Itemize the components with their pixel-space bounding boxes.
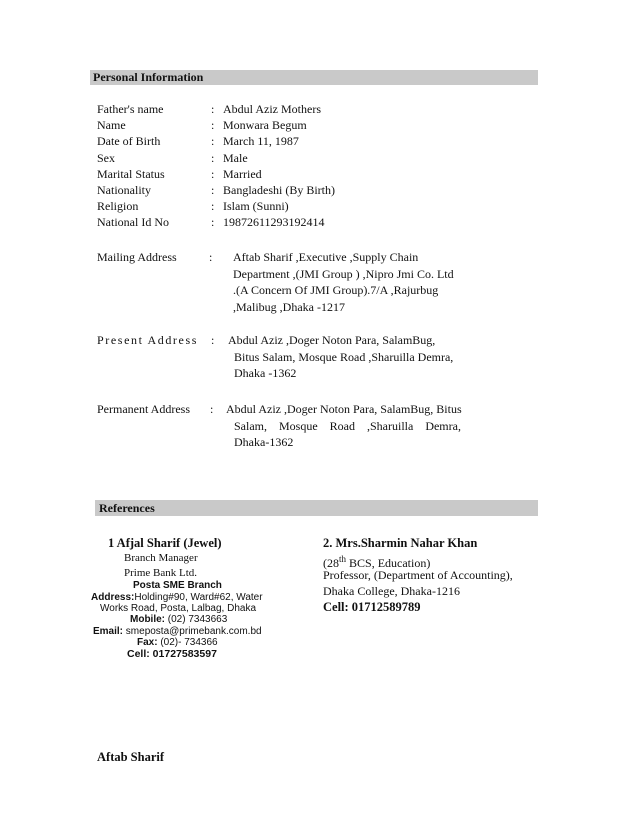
personal-row-label: Father's name xyxy=(97,102,164,116)
ref2-line2: Professor, (Department of Accounting), xyxy=(323,568,513,582)
ref2-line1-post: BCS, Education) xyxy=(346,556,431,570)
ref1-fax-value: (02)- 734366 xyxy=(160,637,218,648)
ref1-fax xyxy=(137,637,218,649)
personal-info-heading: Personal Information xyxy=(90,70,538,85)
personal-row-colon: : xyxy=(211,118,215,133)
present-line: Bitus Salam, Mosque Road ,Sharuilla Demra, xyxy=(234,349,454,364)
ref1-email-value: smeposta@primebank.com.bd xyxy=(125,626,262,637)
mailing-line: Aftab Sharif ,Executive ,Supply Chain xyxy=(233,250,419,264)
references-heading: References xyxy=(95,500,538,516)
mailing-address-value xyxy=(233,249,483,315)
permanent-line: Abdul Aziz ,Doger Noton Para, SalamBug, Bitus xyxy=(226,402,462,416)
ref2-name: 2. Mrs.Sharmin Nahar Khan xyxy=(323,536,478,550)
mailing-line: Department ,(JMI Group ) ,Nipro Jmi Co. Ltd xyxy=(233,266,454,281)
personal-row-value: March 11, 1987 xyxy=(223,134,299,149)
ref2-line3: Dhaka College, Dhaka-1216 xyxy=(323,584,460,598)
present-colon: : xyxy=(211,333,215,347)
personal-row-value: Abdul Aziz Mothers xyxy=(223,102,321,116)
personal-row-label: Nationality xyxy=(97,183,151,197)
personal-row-colon: : xyxy=(211,199,215,214)
present-address-label: Present Address xyxy=(97,333,198,347)
personal-row-label: Name xyxy=(97,118,126,133)
ref1-branch: Posta SME Branch xyxy=(133,580,222,591)
personal-row-value: Bangladeshi (By Birth) xyxy=(223,183,335,197)
ref1-org: Prime Bank Ltd. xyxy=(124,567,198,579)
personal-row-colon: : xyxy=(211,150,215,165)
personal-row-value: 19872611293192414 xyxy=(223,215,325,230)
ref1-email-label: Email: xyxy=(93,626,124,637)
present-line: Abdul Aziz ,Doger Noton Para, SalamBug, xyxy=(228,333,436,347)
personal-row-value: Male xyxy=(223,150,248,165)
personal-row-colon: : xyxy=(211,183,215,197)
ref1-fax-label: Fax: xyxy=(137,637,158,648)
ref2-line1-pre: (28 xyxy=(323,556,339,570)
ref1-name: 1 Afjal Sharif (Jewel) xyxy=(108,536,222,550)
mailing-line: .(A Concern Of JMI Group).7/A ,Rajurbug xyxy=(233,283,439,297)
ref1-address-line2: Works Road, Posta, Lalbag, Dhaka xyxy=(100,603,257,614)
personal-row-label: Sex xyxy=(97,150,115,165)
mailing-line: ,Malibug ,Dhaka -1217 xyxy=(233,299,345,314)
personal-row-label: Religion xyxy=(97,199,139,214)
personal-row-colon: : xyxy=(211,134,215,149)
personal-row-value: Islam (Sunni) xyxy=(223,199,289,214)
personal-row-colon: : xyxy=(211,166,215,181)
present-line: Dhaka -1362 xyxy=(234,366,297,380)
ref1-email xyxy=(93,626,262,638)
ref1-cell: Cell: 01727583597 xyxy=(127,648,217,660)
permanent-line: Salam, Mosque Road ,Sharuilla Demra, xyxy=(234,418,461,433)
ref2-cell: Cell: 01712589789 xyxy=(323,600,421,614)
mailing-address-label: Mailing Address xyxy=(97,250,177,264)
mailing-colon: : xyxy=(209,250,213,264)
personal-row-colon: : xyxy=(211,102,215,116)
signature-name: Aftab Sharif xyxy=(97,750,165,764)
ref1-mobile-label: Mobile: xyxy=(130,614,165,625)
ref1-mobile-value: (02) 7343663 xyxy=(167,614,228,625)
present-address-value xyxy=(228,332,468,382)
personal-row-label: National Id No xyxy=(97,215,169,230)
permanent-address-value xyxy=(226,401,462,451)
personal-row-label: Date of Birth xyxy=(97,134,161,149)
ref1-address-label: Address: xyxy=(91,592,135,603)
permanent-address-label: Permanent Address xyxy=(97,402,190,416)
personal-row-value: Married xyxy=(223,166,262,181)
ref1-mobile xyxy=(130,614,227,626)
ref1-address-line1 xyxy=(91,592,263,604)
ref1-address: Holding#90, Ward#62, Water xyxy=(134,592,263,603)
ref1-title: Branch Manager xyxy=(124,552,198,564)
ref2-line1-sup: th xyxy=(339,554,347,564)
permanent-line: Dhaka-1362 xyxy=(234,435,294,449)
personal-row-label: Marital Status xyxy=(97,166,165,181)
personal-row-value: Monwara Begum xyxy=(223,118,307,133)
permanent-colon: : xyxy=(210,402,214,416)
personal-row-colon: : xyxy=(211,215,215,230)
